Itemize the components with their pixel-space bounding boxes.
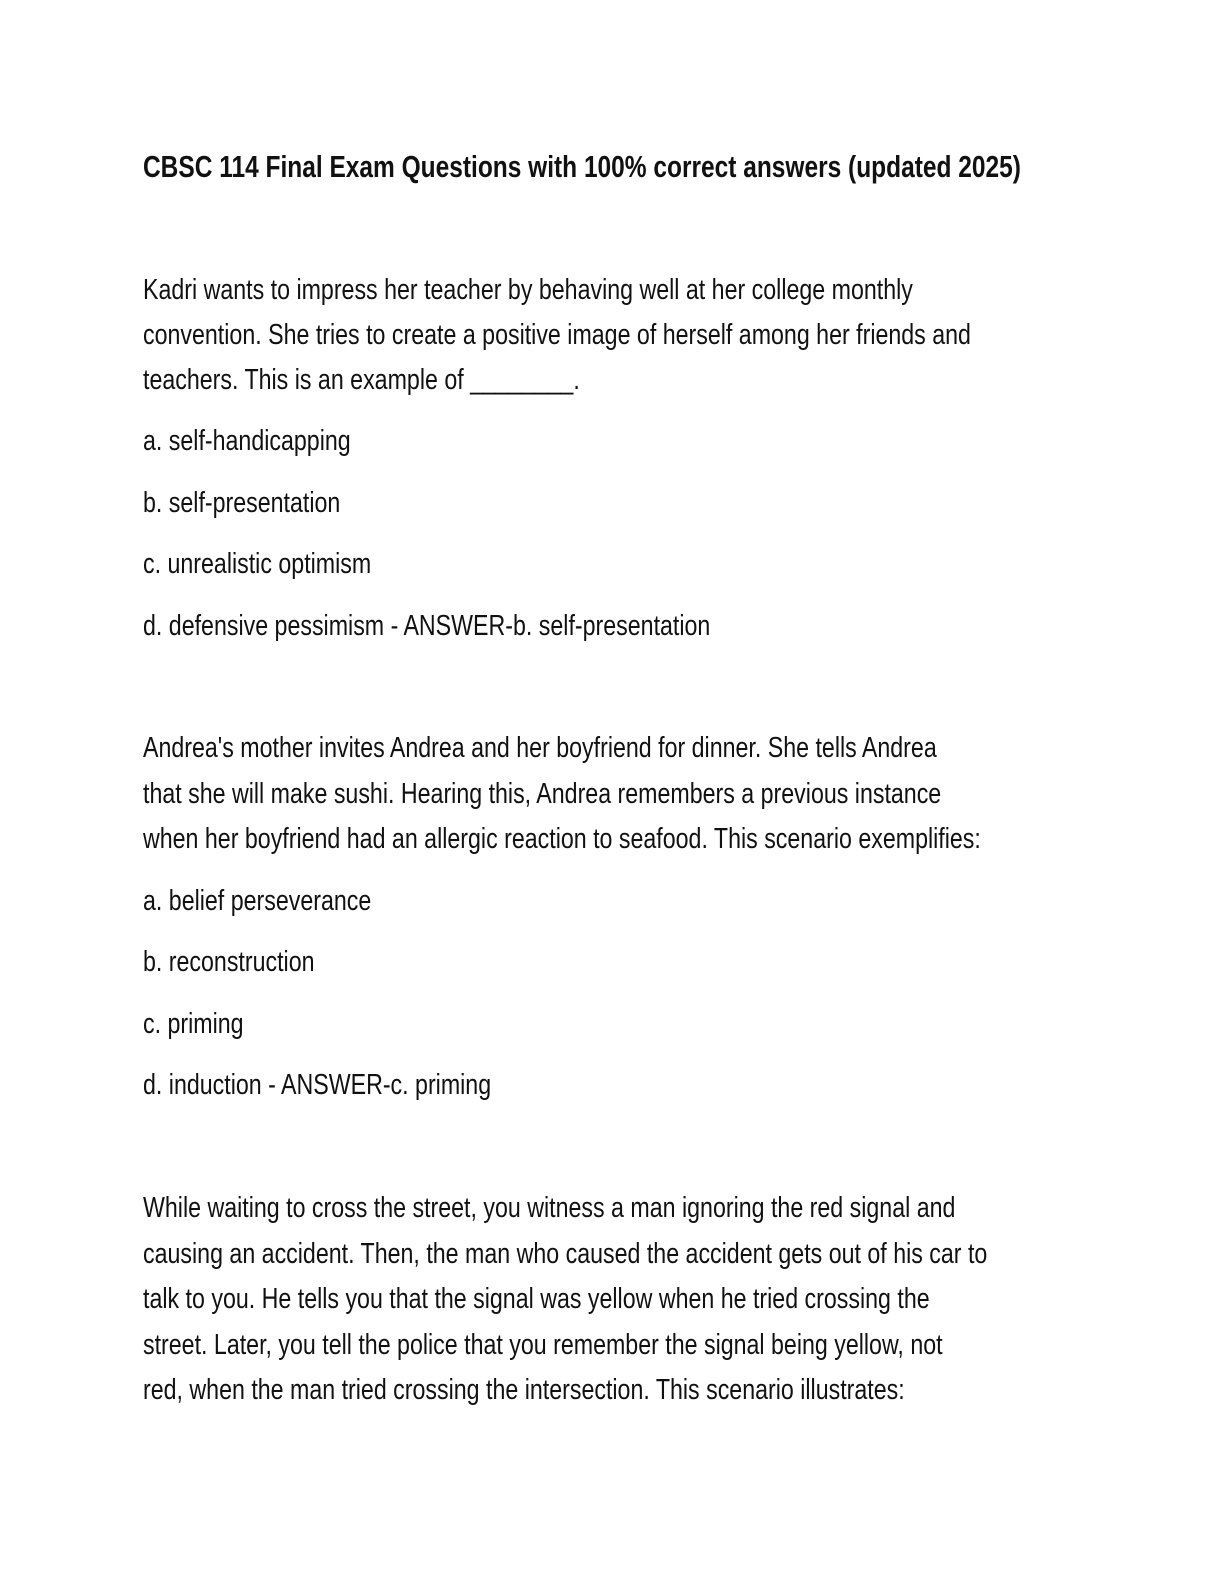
question-text-line: convention. She tries to create a positive image of herself among her friends and (143, 319, 971, 351)
answer-option: d. induction - ANSWER-c. priming (143, 1069, 492, 1101)
answer-option: a. belief perseverance (143, 885, 372, 917)
document-title: CBSC 114 Final Exam Questions with 100% correct answers (updated 2025) (143, 149, 1021, 184)
question-text-line: causing an accident. Then, the man who caused the accident gets out of his car to (143, 1238, 988, 1270)
answer-option: b. reconstruction (143, 946, 315, 978)
answer-option: c. unrealistic optimism (143, 548, 372, 580)
question-text-line: when her boyfriend had an allergic reaction to seafood. This scenario exemplifies: (143, 823, 981, 855)
answer-option: d. defensive pessimism - ANSWER-b. self-presentation (143, 610, 711, 642)
answer-option: c. priming (143, 1008, 244, 1040)
question-text-line: While waiting to cross the street, you witness a man ignoring the red signal and (143, 1192, 956, 1224)
question-text-line: Andrea's mother invites Andrea and her boyfriend for dinner. She tells Andrea (143, 732, 937, 764)
answer-option: b. self-presentation (143, 487, 341, 519)
question-text-line: talk to you. He tells you that the signal was yellow when he tried crossing the (143, 1283, 930, 1315)
question-text-line: red, when the man tried crossing the intersection. This scenario illustrates: (143, 1374, 905, 1406)
answer-option: a. self-handicapping (143, 425, 351, 457)
question-text-line: teachers. This is an example of ________. (143, 364, 580, 396)
question-text-line: street. Later, you tell the police that you remember the signal being yellow, not (143, 1329, 943, 1361)
question-text-line: Kadri wants to impress her teacher by behaving well at her college monthly (143, 274, 913, 306)
question-text-line: that she will make sushi. Hearing this, Andrea remembers a previous instance (143, 778, 942, 810)
